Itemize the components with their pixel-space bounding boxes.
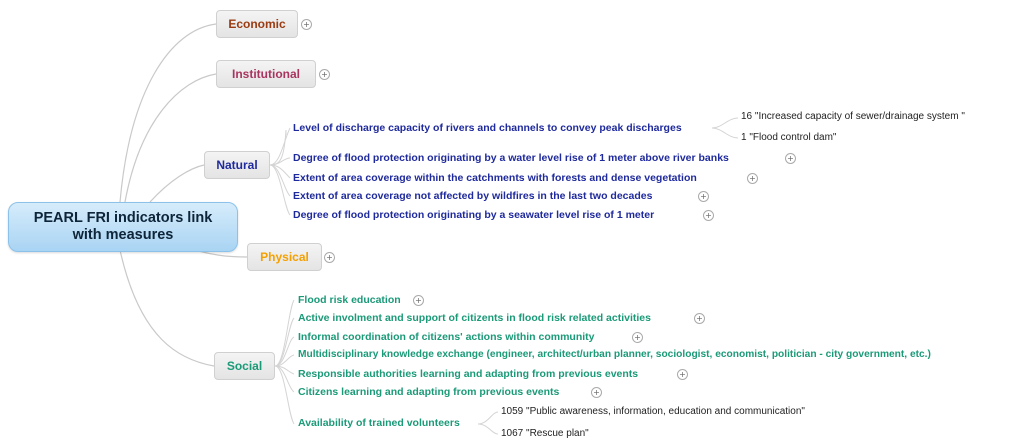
natural-leaf[interactable]: 1 "Flood control dam": [741, 132, 837, 143]
social-item[interactable]: Active involment and support of citizents in flood risk related activities: [298, 312, 651, 324]
branch-natural[interactable]: [204, 151, 270, 179]
natural-item[interactable]: Degree of flood protection originating by a seawater level rise of 1 meter: [293, 209, 655, 221]
branch-institutional-label: Institutional: [232, 67, 300, 81]
branch-natural-label: Natural: [216, 158, 258, 172]
branch-physical[interactable]: [247, 243, 322, 271]
natural-item[interactable]: Degree of flood protection originating by a water level rise of 1 meter above river banks: [293, 152, 729, 164]
expand-social-item-icon[interactable]: +: [694, 313, 705, 324]
expand-natural-item-icon[interactable]: +: [747, 173, 758, 184]
expand-social-item-icon[interactable]: +: [591, 387, 602, 398]
expand-institutional-icon[interactable]: +: [319, 69, 330, 80]
expand-social-item-icon[interactable]: +: [413, 295, 424, 306]
branch-economic-label: Economic: [228, 17, 286, 31]
expand-social-item-icon[interactable]: +: [632, 332, 643, 343]
expand-natural-item-icon[interactable]: +: [785, 153, 796, 164]
branch-economic[interactable]: [216, 10, 298, 38]
social-item[interactable]: Citizens learning and adapting from previous events: [298, 386, 560, 398]
branch-institutional[interactable]: [216, 60, 316, 88]
natural-item[interactable]: Level of discharge capacity of rivers and channels to convey peak discharges: [293, 122, 682, 134]
social-item[interactable]: Multidisciplinary knowledge exchange (engineer, architect/urban planner, sociologist, economist, politician - city government, etc.): [298, 349, 931, 360]
root-node[interactable]: [8, 202, 238, 252]
branch-physical-label: Physical: [260, 250, 309, 264]
social-item[interactable]: Flood risk education: [298, 294, 401, 306]
natural-item[interactable]: Extent of area coverage not affected by wildfires in the last two decades: [293, 190, 653, 202]
expand-physical-icon[interactable]: +: [324, 252, 335, 263]
natural-item[interactable]: Extent of area coverage within the catchments with forests and dense vegetation: [293, 172, 697, 184]
social-item[interactable]: Informal coordination of citizens' actions within community: [298, 331, 595, 343]
social-leaf[interactable]: 1059 "Public awareness, information, education and communication": [501, 406, 805, 417]
root-label: PEARL FRI indicators link with measures: [33, 210, 213, 243]
social-item[interactable]: Responsible authorities learning and adapting from previous events: [298, 368, 639, 380]
social-item[interactable]: Availability of trained volunteers: [298, 417, 460, 429]
branch-social-label: Social: [226, 359, 263, 373]
branch-social[interactable]: [214, 352, 275, 380]
expand-natural-item-icon[interactable]: +: [703, 210, 714, 221]
expand-economic-icon[interactable]: +: [301, 19, 312, 30]
expand-social-item-icon[interactable]: +: [677, 369, 688, 380]
social-leaf[interactable]: 1067 "Rescue plan": [501, 428, 589, 439]
expand-natural-item-icon[interactable]: +: [698, 191, 709, 202]
natural-leaf[interactable]: 16 "Increased capacity of sewer/drainage system ": [741, 111, 965, 122]
